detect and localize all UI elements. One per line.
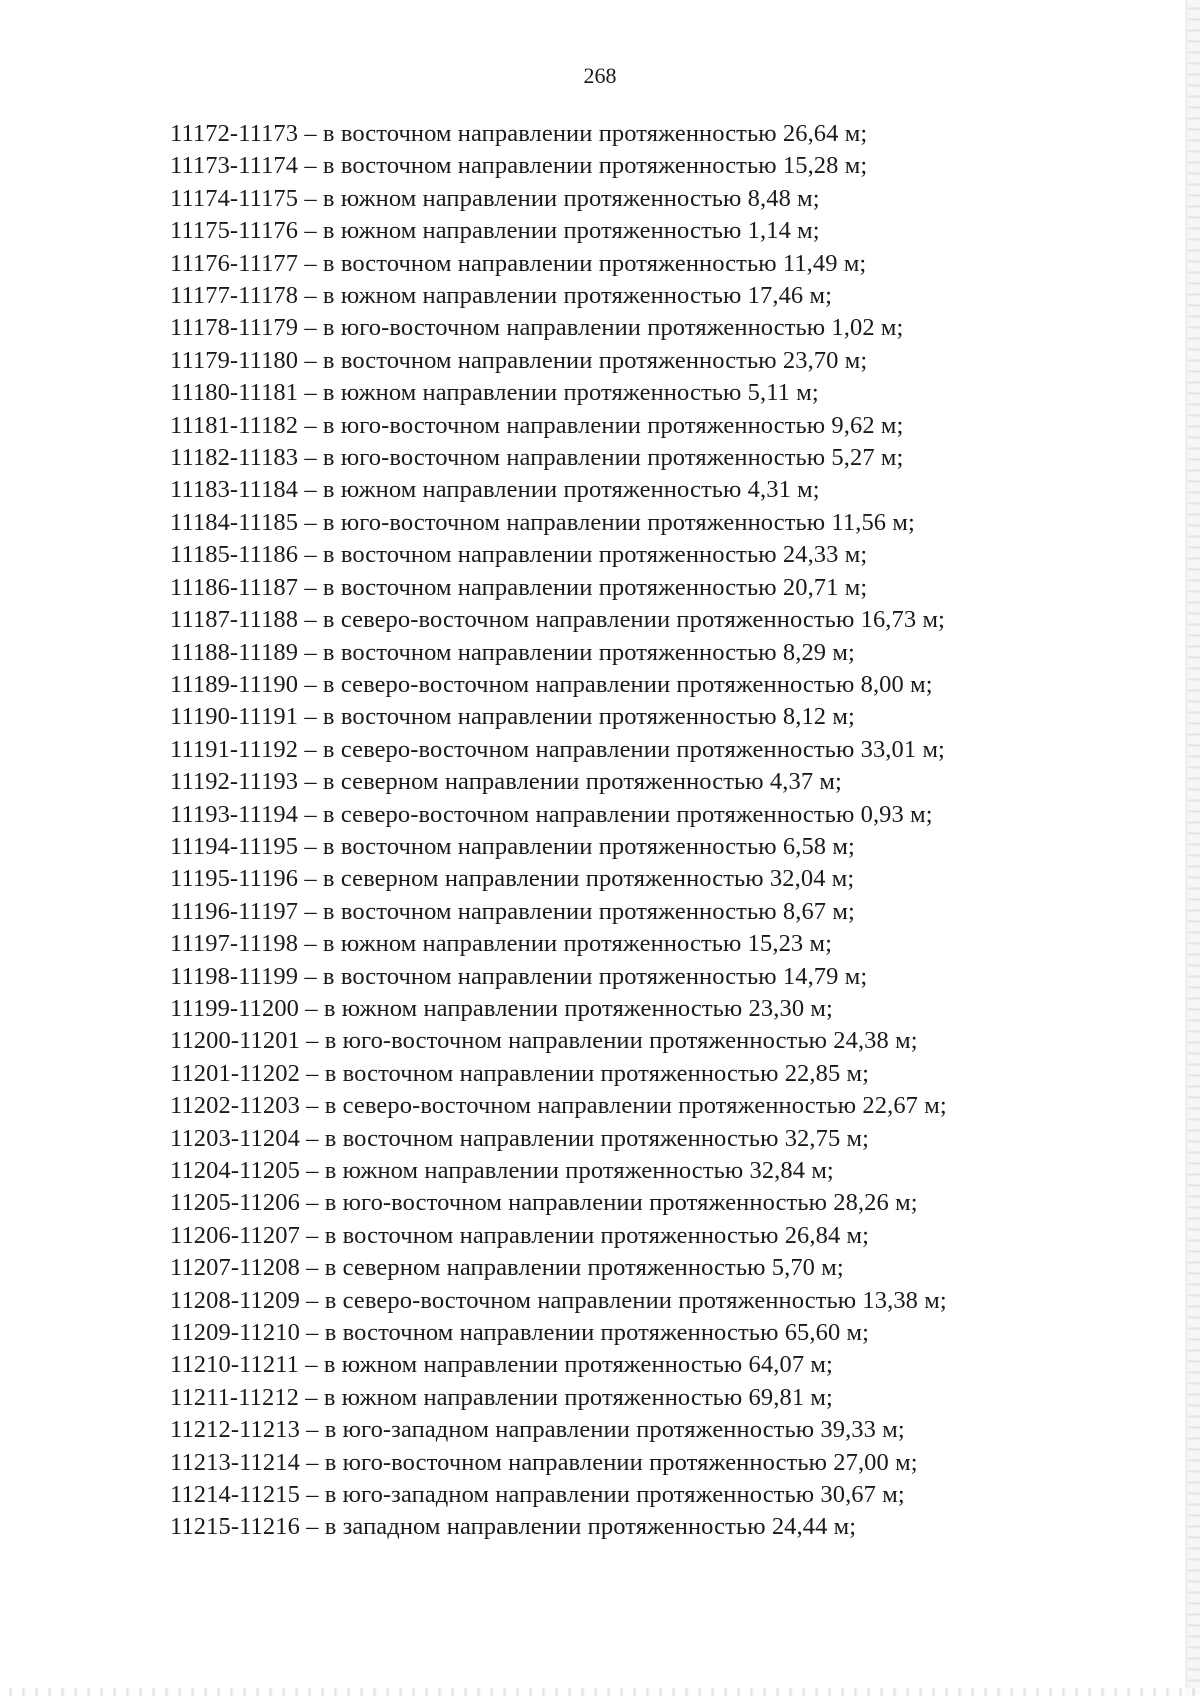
scan-bottom-artifact	[0, 1688, 1200, 1696]
segment-entry: 11215-11216 – в западном направлении протяженностью 24,44 м;	[170, 1513, 857, 1541]
segment-entry: 11194-11195 – в восточном направлении протяженностью 6,58 м;	[170, 832, 855, 860]
segment-entry: 11200-11201 – в юго-восточном направлении протяженностью 24,38 м;	[170, 1027, 918, 1055]
segment-entry: 11176-11177 – в восточном направлении протяженностью 11,49 м;	[170, 249, 867, 277]
scan-edge-artifact	[1188, 0, 1200, 1696]
segment-entry: 11206-11207 – в восточном направлении протяженностью 26,84 м;	[170, 1221, 870, 1249]
segment-entry: 11181-11182 – в юго-восточном направлении протяженностью 9,62 м;	[170, 411, 904, 439]
segment-entry: 11177-11178 – в южном направлении протяженностью 17,46 м;	[170, 282, 833, 310]
segment-entry: 11204-11205 – в южном направлении протяженностью 32,84 м;	[170, 1157, 834, 1184]
segment-entry: 11198-11199 – в восточном направлении протяженностью 14,79 м;	[170, 962, 868, 990]
segment-entry: 11189-11190 – в северо-восточном направлении протяженностью 8,00 м;	[170, 670, 933, 698]
segment-entry: 11178-11179 – в юго-восточном направлении протяженностью 1,02 м;	[170, 314, 904, 342]
segment-entry: 11188-11189 – в восточном направлении протяженностью 8,29 м;	[170, 638, 855, 666]
segment-entry: 11195-11196 – в северном направлении протяженностью 32,04 м;	[170, 865, 855, 893]
segment-entry: 11202-11203 – в северо-восточном направлении протяженностью 22,67 м;	[170, 1092, 947, 1120]
segment-entry: 11172-11173 – в восточном направлении протяженностью 26,64 м;	[170, 120, 868, 147]
segment-entry: 11175-11176 – в южном направлении протяженностью 1,14 м;	[170, 217, 820, 245]
segment-entry: 11180-11181 – в южном направлении протяженностью 5,11 м;	[170, 379, 819, 407]
segment-entry: 11196-11197 – в восточном направлении протяженностью 8,67 м;	[170, 897, 855, 925]
segment-entry: 11214-11215 – в юго-западном направлении протяженностью 30,67 м;	[170, 1481, 905, 1509]
segment-entry: 11207-11208 – в северном направлении протяженностью 5,70 м;	[170, 1254, 844, 1282]
segment-entry: 11179-11180 – в восточном направлении протяженностью 23,70 м;	[170, 346, 868, 374]
segment-entry: 11174-11175 – в южном направлении протяженностью 8,48 м;	[170, 184, 820, 212]
segment-entry: 11186-11187 – в восточном направлении протяженностью 20,71 м;	[170, 573, 868, 601]
segment-entry: 11210-11211 – в южном направлении протяженностью 64,07 м;	[170, 1351, 833, 1379]
segment-entry: 11185-11186 – в восточном направлении протяженностью 24,33 м;	[170, 541, 868, 569]
segment-entry: 11199-11200 – в южном направлении протяженностью 23,30 м;	[170, 994, 833, 1022]
segment-entry: 11201-11202 – в восточном направлении протяженностью 22,85 м;	[170, 1059, 870, 1087]
segment-entry: 11193-11194 – в северо-восточном направлении протяженностью 0,93 м;	[170, 800, 933, 828]
segment-entry: 11203-11204 – в восточном направлении протяженностью 32,75 м;	[170, 1124, 870, 1152]
segment-entry: 11209-11210 – в восточном направлении протяженностью 65,60 м;	[170, 1319, 870, 1347]
segment-entry: 11183-11184 – в южном направлении протяженностью 4,31 м;	[170, 476, 820, 504]
segment-entry: 11191-11192 – в северо-восточном направлении протяженностью 33,01 м;	[170, 735, 945, 763]
segment-entry: 11182-11183 – в юго-восточном направлении протяженностью 5,27 м;	[170, 444, 904, 472]
segment-entry: 11184-11185 – в юго-восточном направлении протяженностью 11,56 м;	[170, 508, 915, 536]
segment-entry: 11173-11174 – в восточном направлении протяженностью 15,28 м;	[170, 152, 868, 180]
segment-entry: 11208-11209 – в северо-восточном направлении протяженностью 13,38 м;	[170, 1286, 947, 1314]
segment-entry: 11213-11214 – в юго-восточном направлении протяженностью 27,00 м;	[170, 1448, 918, 1476]
boundary-segment-list	[170, 118, 947, 1544]
segment-entry: 11205-11206 – в юго-восточном направлении протяженностью 28,26 м;	[170, 1189, 918, 1217]
segment-entry: 11212-11213 – в юго-западном направлении протяженностью 39,33 м;	[170, 1416, 905, 1444]
page-number: 268	[583, 63, 617, 88]
segment-entry: 11197-11198 – в южном направлении протяженностью 15,23 м;	[170, 930, 833, 958]
segment-entry: 11192-11193 – в северном направлении протяженностью 4,37 м;	[170, 768, 842, 796]
segment-entry: 11190-11191 – в восточном направлении протяженностью 8,12 м;	[170, 703, 855, 731]
segment-entry: 11187-11188 – в северо-восточном направлении протяженностью 16,73 м;	[170, 606, 945, 634]
segment-entry: 11211-11212 – в южном направлении протяженностью 69,81 м;	[170, 1383, 833, 1411]
